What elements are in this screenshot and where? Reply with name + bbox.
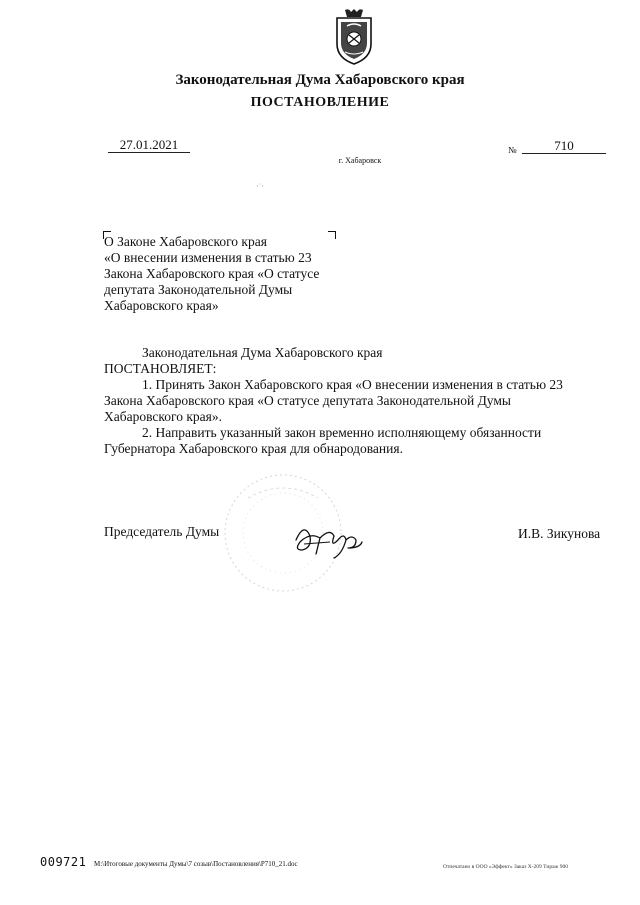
subject-line: Закона Хабаровского края «О статусе [104,266,320,281]
item-1-line: 1. Принять Закон Хабаровского края «О внесении изменения в статью 23 [142,377,563,392]
resolves-heading: ПОСТАНОВЛЯЕТ: [104,361,217,376]
serial-number: 009721 [40,855,87,869]
file-path: M:\Итоговые документы Думы\7 созыв\Постановления\P710_21.doc [94,860,298,868]
item-2-line: Губернатора Хабаровского края для обнародования. [104,441,403,456]
coat-of-arms-icon [331,8,377,66]
subject-line: Хабаровского края» [104,298,219,313]
organization-title: Законодательная Дума Хабаровского края [175,72,465,88]
scan-artifact: ·˙· [256,182,264,191]
item-1-line: Хабаровского края». [104,409,222,424]
place-of-issue: г. Хабаровск [338,156,382,165]
subject-line: депутата Законодательной Думы [104,282,293,297]
number-sign: № [508,145,517,155]
subject-line: «О внесении изменения в статью 23 [104,250,312,265]
item-2-line: 2. Направить указанный закон временно исполняющему обязанности [142,425,542,440]
document-number: 710 [522,138,606,154]
document-type-heading: ПОСТАНОВЛЕНИЕ [250,95,390,110]
subject-line: О Законе Хабаровского края [104,234,267,249]
intro-line: Законодательная Дума Хабаровского края [142,345,383,360]
document-subject [104,234,334,314]
handwritten-signature [290,514,366,562]
document-date: 27.01.2021 [108,137,190,153]
signatory-title: Председатель Думы [104,524,220,539]
printer-info: Отпечатано в ООО «Эффект» Заказ Х-209 Тираж 900 [443,864,568,870]
signatory-name: И.В. Зикунова [518,526,601,541]
resolution-body [104,345,604,457]
item-1-line: Закона Хабаровского края «О статусе депутата Законодательной Думы [104,393,511,408]
